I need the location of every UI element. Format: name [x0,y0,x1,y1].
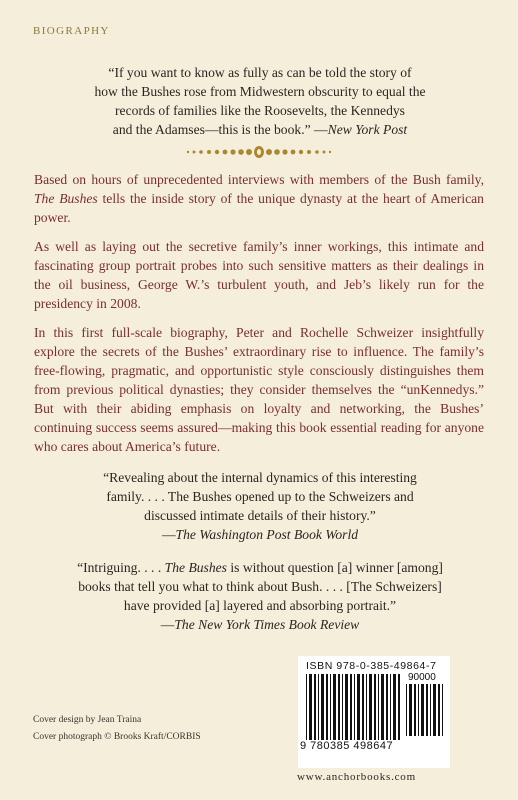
quote-line: how the Bushes rose from Midwestern obscurity to equal the [94,84,426,99]
barcode-bar [406,684,407,736]
addon-barcode-bars [406,684,446,736]
review-source-line [40,525,480,544]
review-line: discussed intimate details of their history.” [144,508,376,523]
barcode-bar [306,674,307,740]
barcode-bar [357,674,360,740]
barcode-bar [398,674,400,740]
cover-credits [33,712,201,746]
barcode-bar [374,674,376,740]
review-line: “Revealing about the internal dynamics of this interesting [103,470,417,485]
description-paragraph-3: In this first full-scale biography, Peter and Rochelle Schweizer insightfully explore the secrets of the Bushes’ extraordinary rise to influence. The family’s free-flowing, pragmatic, and opportunistic style consciously distinguishes them from previous political dynasties; they consider themselves the “unKennedys.” But with their abiding emphasis on loyalty and networking, the Bushes’ continuing success seems assured—making this book essential reading for anyone who cares about America’s future. [34,325,484,454]
book-description [34,170,484,466]
review-text: “Intriguing. . . . [77,560,165,575]
barcode-bar [418,684,419,736]
ean-barcode-bars [306,674,402,740]
barcode-bar [314,674,316,740]
description-paragraph-1 [34,170,484,227]
barcode-bar [342,674,343,740]
description-text: Based on hours of unprecedented interviews with members of the Bush family, [34,172,484,187]
review-source: The Washington Post Book World [175,527,359,542]
barcode-bar [409,684,412,736]
publisher-website: www.anchorbooks.com [297,771,416,783]
book-title: The Bushes [34,191,98,206]
review-washington-post [40,468,480,544]
review-line: books that tell you what to think about Bush. . . . [The Schweizers] [78,579,442,594]
barcode-bar [386,674,388,740]
barcode-bar [393,674,396,740]
barcode-bar [330,674,331,740]
barcode-bar [345,674,348,740]
barcode-bar [430,684,431,736]
decorative-ornament-icon [184,145,334,159]
barcode-bar [442,684,443,736]
top-review-quote [40,63,480,139]
book-title: The Bushes [164,560,227,575]
barcode-bar [366,674,367,740]
barcode-bar [321,674,324,740]
barcode-bar [378,674,379,740]
quote-line: records of families like the Roosevelts, the Kennedys [115,103,405,118]
barcode-bar [369,674,372,740]
barcode-bar [390,674,391,740]
category-label: BIOGRAPHY [33,25,110,37]
review-line: family. . . . The Bushes opened up to the Schweizers and [106,489,414,504]
review-line [40,558,480,577]
quote-source: New York Post [327,122,408,137]
review-dash: — [160,617,175,632]
cover-design-credit: Cover design by Jean Traina [33,715,142,725]
cover-photo-credit: Cover photograph © Brooks Kraft/CORBIS [33,732,201,742]
barcode-bar [350,674,352,740]
barcode-bar [309,674,312,740]
review-source-line [40,615,480,634]
barcode-bar [381,674,384,740]
ean-number: 9 780385 498647 [300,740,394,752]
quote-line-text: and the Adamses—this is the book.” — [112,122,328,137]
description-paragraph-2: As well as laying out the secretive family’s inner workings, this intimate and fascinating group portrait probes into such sensitive matters as their dealings in the oil business, George W.’s turbulent youth, and Jeb’s likely run for the presidency in 2008. [34,239,484,311]
barcode-bar [414,684,416,736]
review-text: is without question [a] winner [among] [226,560,443,575]
barcode-bar [421,684,424,736]
barcode-bar [338,674,340,740]
review-source: The New York Times Book Review [174,617,360,632]
barcode-bar [426,684,428,736]
barcode [298,656,450,768]
quote-line-last [40,120,480,139]
isbn-number: ISBN 978-0-385-49864-7 [306,660,437,672]
review-line: have provided [a] layered and absorbing portrait.” [123,598,397,613]
review-nyt [40,558,480,634]
barcode-bar [333,674,336,740]
barcode-bar [354,674,355,740]
barcode-bar [433,684,436,736]
barcode-bar [362,674,364,740]
barcode-bar [326,674,328,740]
barcode-bar [438,684,440,736]
price-addon-number: 90000 [408,672,436,683]
barcode-bar [318,674,319,740]
quote-line: “If you want to know as fully as can be told the story of [108,65,412,80]
review-dash: — [161,527,176,542]
description-text: tells the inside story of the unique dynasty at the heart of American power. [34,191,484,225]
